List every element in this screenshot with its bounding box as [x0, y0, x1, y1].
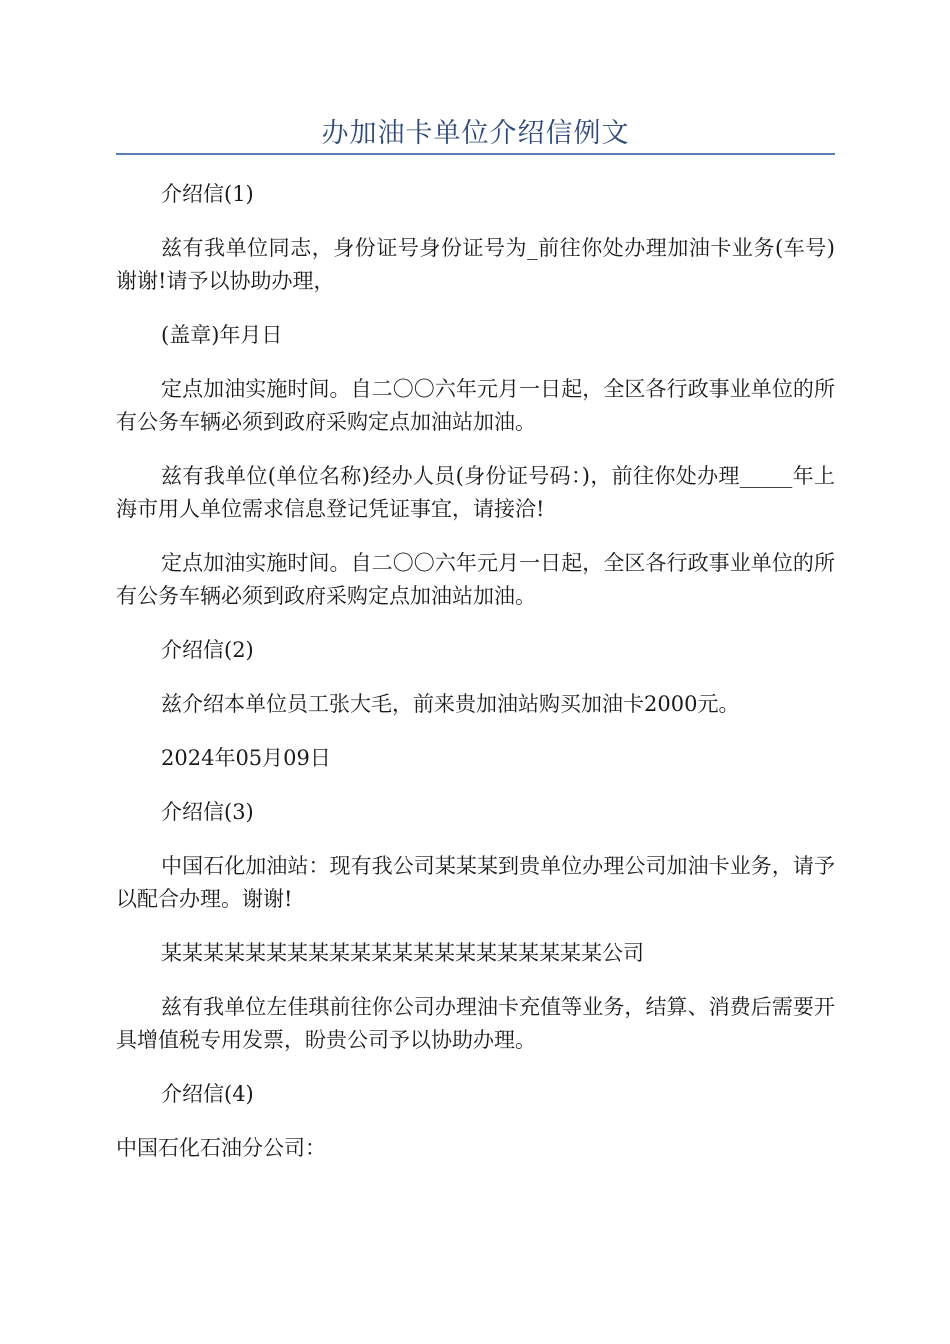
paragraph: 中国石化加油站：现有我公司某某某到贵单位办理公司加油卡业务，请予以配合办理。谢谢! [116, 854, 835, 911]
paragraph: 定点加油实施时间。自二〇〇六年元月一日起，全区各行政事业单位的所有公务车辆必须到政府采购定点加油站加油。 [116, 377, 835, 434]
paragraph-seal-date: (盖章)年月日 [161, 323, 283, 347]
title-underline [116, 153, 835, 155]
paragraph: 兹有我单位同志，身份证号身份证号为_前往你处办理加油卡业务(车号)谢谢!请予以协助办理， [116, 236, 835, 293]
paragraph: 兹介绍本单位员工张大毛，前来贵加油站购买加油卡2000元。 [161, 692, 740, 716]
paragraph-heading-2: 介绍信(2) [161, 638, 254, 662]
paragraph: 兹有我单位左佳琪前往你公司办理油卡充值等业务，结算、消费后需要开具增值税专用发票，盼贵公司予以协助办理。 [116, 995, 835, 1052]
paragraph: 兹有我单位(单位名称)经办人员(身份证号码：)，前往你处办理_____年上海市用人单位需求信息登记凭证事宜，请接洽! [116, 464, 835, 521]
document-title: 办加油卡单位介绍信例文 [321, 118, 630, 149]
paragraph-company: 某某某某某某某某某某某某某某某某某某某某某公司 [161, 941, 644, 965]
paragraph-heading-3: 介绍信(3) [161, 800, 254, 824]
paragraph: 定点加油实施时间。自二〇〇六年元月一日起，全区各行政事业单位的所有公务车辆必须到政府采购定点加油站加油。 [116, 551, 835, 608]
paragraph-heading-4: 介绍信(4) [161, 1082, 254, 1106]
paragraph-heading-1: 介绍信(1) [161, 182, 254, 206]
paragraph-date: 2024年05月09日 [161, 746, 331, 770]
paragraph-addressee: 中国石化石油分公司： [116, 1136, 326, 1160]
document-body [116, 178, 835, 1186]
